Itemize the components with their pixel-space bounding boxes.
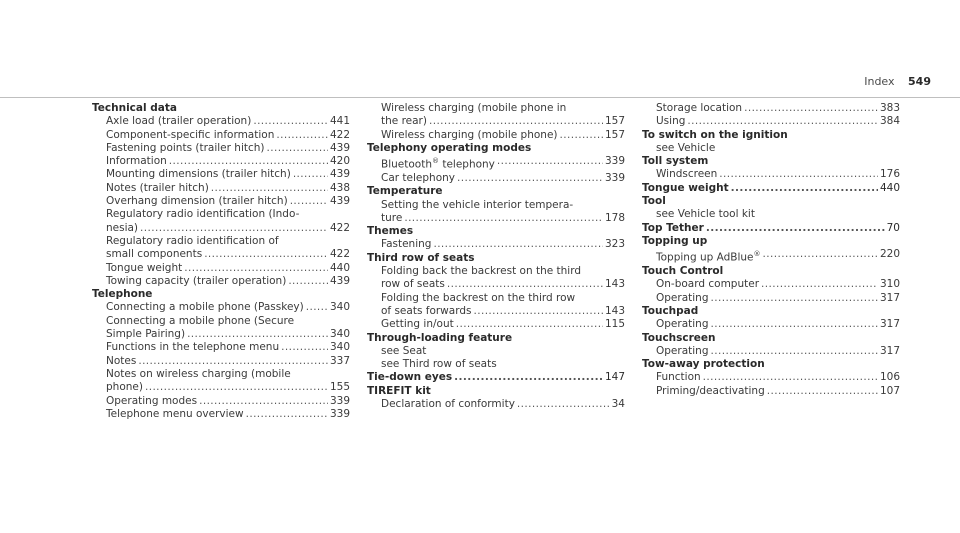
entry-heading (642, 195, 900, 208)
page-reference[interactable]: 317 (879, 344, 900, 357)
subentry-text: phone) (106, 381, 143, 394)
subentry-text-line: Folding the backrest on the third row (381, 291, 576, 304)
subentry-text: Information (106, 155, 167, 168)
leader-dots (719, 168, 878, 181)
subentry-text: small components (106, 248, 203, 261)
page-reference[interactable]: 317 (879, 318, 900, 331)
page-reference[interactable]: 115 (604, 318, 625, 331)
entry-heading-text: TIREFIT kit (367, 384, 431, 397)
page-reference[interactable]: 439 (329, 141, 350, 154)
index-entry (367, 332, 625, 372)
index-entry (642, 332, 900, 359)
subentry-text: nesia) (106, 221, 139, 234)
entry-heading-text: Tongue weight (642, 181, 729, 194)
entry-heading-text: Touchpad (642, 304, 699, 317)
subentry[interactable] (642, 385, 900, 398)
leader-dots (290, 195, 328, 208)
leader-dots (404, 212, 603, 225)
subentry-text: ture (381, 211, 403, 224)
subentry[interactable] (92, 395, 350, 408)
subentry[interactable] (92, 168, 350, 181)
entry-heading-text: Third row of seats (367, 251, 475, 264)
subentry-text: Priming/deactivating (656, 384, 765, 397)
page-reference[interactable]: 143 (604, 304, 625, 317)
leader-dots (253, 115, 328, 128)
subentry[interactable] (92, 142, 350, 155)
entry-heading[interactable] (642, 182, 900, 195)
subentry[interactable] (92, 262, 350, 275)
index-entry (367, 102, 625, 142)
subentry-text: row of seats (381, 278, 445, 291)
page-reference[interactable]: 339 (329, 394, 350, 407)
page-reference[interactable]: 422 (329, 221, 350, 234)
subentry-text: Getting in/out (381, 318, 454, 331)
subentry-text: Notes (106, 354, 137, 367)
leader-dots (687, 115, 878, 128)
subentry-text: Declaration of conformity (381, 398, 515, 411)
index-entry (367, 142, 625, 185)
entry-heading (92, 288, 350, 301)
page-reference[interactable]: 439 (329, 274, 350, 287)
page-reference[interactable]: 340 (329, 328, 350, 341)
leader-dots (433, 238, 603, 251)
index-entry (642, 358, 900, 398)
entry-heading-text: Tow-away protection (642, 358, 765, 371)
leader-dots (211, 182, 328, 195)
leader-dots (288, 275, 328, 288)
page-reference[interactable]: 339 (329, 407, 350, 420)
entry-heading-text: Technical data (92, 102, 177, 114)
leader-dots (293, 168, 328, 181)
subentry-text: Fastening (381, 238, 432, 251)
subentry-text: Overhang dimension (trailer hitch) (106, 195, 288, 208)
entry-heading-text: Tool (642, 195, 666, 208)
index-column-2 (367, 102, 625, 411)
leader-dots (560, 129, 603, 142)
subentry[interactable] (642, 115, 900, 128)
subentry-text: Axle load (trailer operation) (106, 115, 252, 128)
subentry[interactable] (92, 129, 350, 142)
page-reference[interactable]: 157 (604, 115, 625, 128)
index-entry (642, 129, 900, 156)
entry-heading-text: Toll system (642, 155, 709, 168)
subentry[interactable] (367, 129, 625, 142)
subentry[interactable] (642, 318, 900, 331)
subentry[interactable] (92, 195, 350, 208)
leader-dots (281, 341, 328, 354)
leader-dots (711, 318, 878, 331)
subentry-text: Telephone menu overview (106, 407, 244, 420)
leader-dots (703, 371, 878, 384)
leader-dots (140, 222, 328, 235)
subentry-text: Storage location (656, 102, 743, 114)
subentry-text: Fastening points (trailer hitch) (106, 141, 265, 154)
leader-dots (169, 155, 328, 168)
subentry-text: Operating (656, 318, 709, 331)
entry-heading (367, 252, 625, 265)
leader-dots (497, 155, 603, 172)
subentry[interactable] (367, 155, 625, 172)
see-reference[interactable]: see Seat (381, 344, 427, 357)
page-reference[interactable]: 157 (604, 128, 625, 141)
subentry-text: Component-specific information (106, 128, 275, 141)
entry-heading (642, 235, 900, 248)
subentry-text: Towing capacity (trailer operation) (106, 274, 287, 287)
subentry[interactable] (367, 172, 625, 185)
page-reference[interactable]: 339 (604, 155, 625, 168)
page-reference[interactable]: 340 (329, 301, 350, 314)
subentry[interactable] (642, 371, 900, 384)
leader-dots (447, 278, 603, 291)
index-column-1 (92, 102, 350, 421)
page-reference[interactable]: 422 (329, 128, 350, 141)
page-reference[interactable]: 70 (886, 221, 900, 234)
subentry[interactable] (92, 275, 350, 288)
subentry[interactable] (367, 305, 625, 318)
page-reference[interactable]: 106 (879, 371, 900, 384)
subentry-text: Function (656, 371, 701, 384)
entry-heading (642, 358, 900, 371)
subentry[interactable] (92, 328, 350, 341)
subentry[interactable] (642, 292, 900, 305)
entry-heading (367, 332, 625, 345)
entry-heading-text: Temperature (367, 185, 443, 198)
page-reference[interactable]: 439 (329, 168, 350, 181)
subentry-text: Mounting dimensions (trailer hitch) (106, 168, 291, 181)
subentry[interactable] (92, 155, 350, 168)
subentry[interactable] (92, 341, 350, 354)
subentry[interactable] (92, 408, 350, 421)
subentry-text: Connecting a mobile phone (Passkey) (106, 301, 304, 314)
leader-dots (199, 395, 328, 408)
subentry-text: Bluetooth® telephony (381, 157, 495, 171)
header-rule (0, 97, 960, 98)
subentry-text-line: Connecting a mobile phone (Secure (106, 314, 295, 327)
index-entry (92, 102, 350, 288)
leader-dots (744, 102, 878, 115)
subentry-text: Using (656, 115, 686, 128)
entry-heading (92, 102, 350, 115)
index-label: Index (864, 75, 895, 88)
leader-dots (763, 248, 878, 265)
leader-dots (267, 142, 328, 155)
see-reference[interactable]: see Vehicle (656, 141, 716, 154)
leader-dots (731, 182, 878, 195)
page-reference[interactable]: 34 (611, 398, 625, 411)
subentry-text-line: Setting the vehicle interior tempera- (381, 198, 574, 211)
leader-dots (306, 301, 328, 314)
subentry-text-line: Folding back the backrest on the third (381, 265, 582, 278)
leader-dots (517, 398, 610, 411)
index-entry (367, 371, 625, 384)
page-reference[interactable]: 147 (604, 371, 625, 384)
page-reference[interactable]: 440 (329, 261, 350, 274)
subentry-text: Wireless charging (mobile phone) (381, 128, 558, 141)
leader-dots (429, 115, 603, 128)
entry-heading[interactable] (642, 222, 900, 235)
leader-dots (246, 408, 328, 421)
subentry-text: Operating (656, 291, 709, 304)
index-entry (642, 265, 900, 305)
subentry-text: Functions in the telephone menu (106, 341, 280, 354)
subentry[interactable] (642, 168, 900, 181)
entry-heading-text: Telephone (92, 288, 153, 301)
subentry-text: the rear) (381, 115, 427, 128)
subentry[interactable] (642, 345, 900, 358)
page-reference[interactable]: 439 (329, 195, 350, 208)
index-entry (367, 225, 625, 252)
leader-dots (456, 318, 603, 331)
leader-dots (276, 129, 328, 142)
page-reference[interactable]: 383 (879, 102, 900, 114)
see-reference[interactable]: see Vehicle tool kit (656, 208, 755, 221)
entry-heading (367, 185, 625, 198)
leader-dots (767, 385, 878, 398)
page-reference[interactable]: 340 (329, 341, 350, 354)
page-reference[interactable]: 178 (604, 211, 625, 224)
index-entry (367, 185, 625, 225)
page-reference[interactable]: 310 (879, 278, 900, 291)
page-reference[interactable]: 317 (879, 291, 900, 304)
subentry-text-line: Notes on wireless charging (mobile (106, 367, 291, 380)
subentry-text-line: Wireless charging (mobile phone in (381, 102, 567, 114)
subentry[interactable] (642, 102, 900, 115)
subentry-text: On-board computer (656, 278, 760, 291)
page-reference[interactable]: 107 (879, 384, 900, 397)
leader-dots (204, 248, 328, 261)
index-entry (642, 235, 900, 265)
subentry-text: of seats forwards (381, 304, 472, 317)
entry-heading[interactable] (367, 371, 625, 384)
page-reference[interactable]: 422 (329, 248, 350, 261)
subentry-text: Notes (trailer hitch) (106, 181, 209, 194)
subentry[interactable] (642, 278, 900, 291)
subentry-text-line: Regulatory radio identification (Indo- (106, 208, 300, 221)
index-entry (642, 222, 900, 235)
subentry-text: Topping up AdBlue® (656, 250, 761, 264)
subentry[interactable] (367, 318, 625, 331)
leader-dots (457, 172, 603, 185)
leader-dots (145, 381, 328, 394)
entry-heading-text: Through-loading feature (367, 331, 513, 344)
page-reference[interactable]: 438 (329, 181, 350, 194)
subentry[interactable] (92, 301, 350, 314)
entry-heading-text: Topping up (642, 234, 708, 247)
entry-heading-text: Top Tether (642, 221, 704, 234)
page-reference[interactable]: 143 (604, 278, 625, 291)
leader-dots (473, 305, 602, 318)
index-entry (367, 385, 625, 412)
page-header (864, 75, 931, 88)
page-reference[interactable]: 441 (329, 115, 350, 128)
subentry[interactable] (92, 248, 350, 261)
entry-heading (642, 265, 900, 278)
leader-dots (761, 278, 878, 291)
subentry[interactable] (92, 182, 350, 195)
subentry[interactable] (367, 238, 625, 251)
page-reference[interactable]: 384 (879, 115, 900, 128)
leader-dots (711, 345, 878, 358)
subentry-text-line: Regulatory radio identification of (106, 234, 279, 247)
entry-heading-text: Telephony operating modes (367, 141, 532, 154)
page-reference[interactable]: 339 (604, 171, 625, 184)
index-entry (642, 305, 900, 332)
entry-heading-text: Touchscreen (642, 331, 716, 344)
leader-dots (138, 355, 328, 368)
subentry[interactable] (92, 222, 350, 235)
page-number: 549 (908, 75, 931, 88)
entry-heading-text: To switch on the ignition (642, 128, 788, 141)
leader-dots (454, 371, 603, 384)
entry-heading (642, 129, 900, 142)
entry-heading-text: Themes (367, 225, 414, 238)
entry-heading (642, 305, 900, 318)
subentry[interactable] (642, 248, 900, 265)
subentry[interactable] (92, 381, 350, 394)
see-reference[interactable]: see Third row of seats (381, 358, 497, 371)
subentry[interactable] (367, 278, 625, 291)
page-reference[interactable]: 220 (879, 248, 900, 261)
subentry[interactable] (367, 212, 625, 225)
entry-heading (367, 225, 625, 238)
entry-heading (642, 332, 900, 345)
subentry-text: Tongue weight (106, 261, 183, 274)
page-reference[interactable]: 420 (329, 155, 350, 168)
leader-dots (184, 262, 328, 275)
subentry[interactable] (92, 115, 350, 128)
subentry-text: Operating (656, 344, 709, 357)
subentry-text: Operating modes (106, 394, 198, 407)
page-reference[interactable]: 440 (879, 181, 900, 194)
leader-dots (706, 222, 885, 235)
subentry-text: Windscreen (656, 168, 718, 181)
leader-dots (187, 328, 328, 341)
index-entry (642, 155, 900, 182)
index-entry (92, 288, 350, 421)
subentry[interactable] (367, 115, 625, 128)
index-entry (367, 252, 625, 332)
entry-heading (642, 155, 900, 168)
entry-heading (367, 142, 625, 155)
subentry-text: Simple Pairing) (106, 328, 186, 341)
subentry[interactable] (367, 398, 625, 411)
page-reference[interactable]: 155 (329, 381, 350, 394)
entry-heading-text: Touch Control (642, 265, 724, 278)
entry-heading-text: Tie-down eyes (367, 371, 453, 384)
index-entry (642, 195, 900, 222)
subentry-text: Car telephony (381, 171, 455, 184)
page-reference[interactable]: 323 (604, 238, 625, 251)
page-reference[interactable]: 337 (329, 354, 350, 367)
index-column-3 (642, 102, 900, 398)
subentry[interactable] (92, 355, 350, 368)
leader-dots (711, 292, 878, 305)
index-entry (642, 182, 900, 195)
index-entry (642, 102, 900, 129)
page-reference[interactable]: 176 (879, 168, 900, 181)
entry-heading (367, 385, 625, 398)
